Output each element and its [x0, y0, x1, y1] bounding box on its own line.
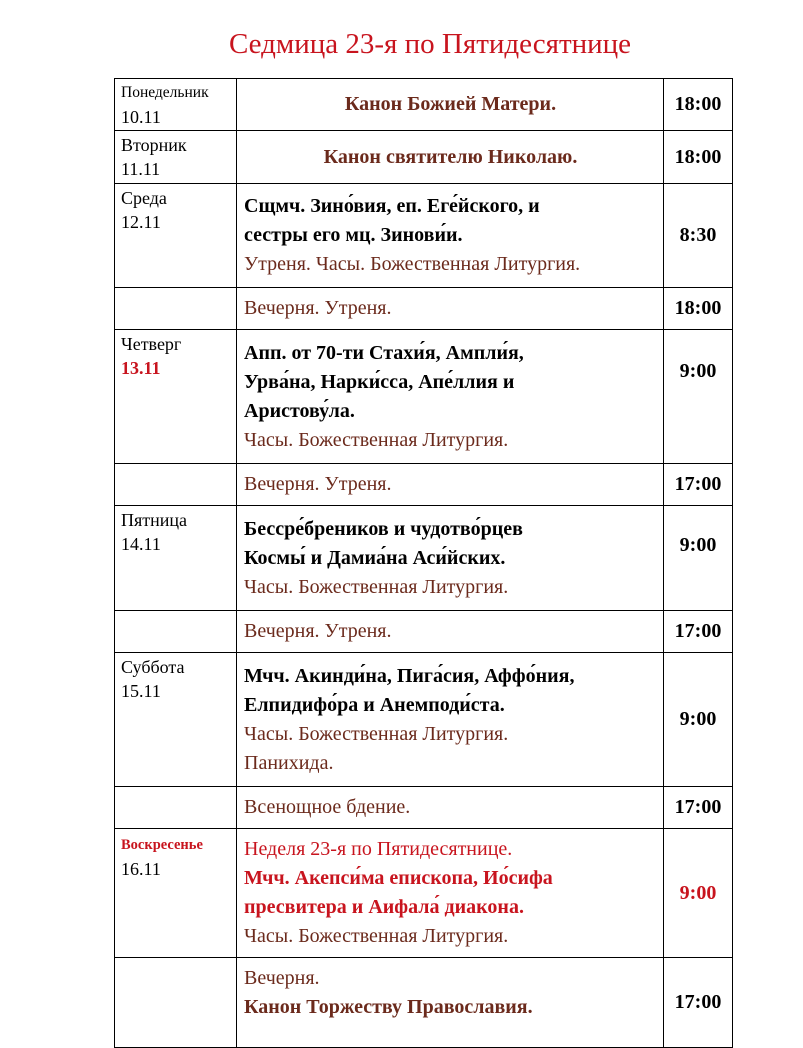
day-cell	[115, 464, 237, 506]
table-row	[115, 653, 733, 787]
service-line: Канон святителю Николаю.	[323, 145, 578, 168]
day-name: Пятница	[121, 510, 188, 530]
time-cell: 9:00	[664, 829, 733, 958]
day-cell	[115, 958, 237, 1048]
day-date: 13.11	[121, 358, 161, 378]
service-line: Утреня. Часы. Божественная Литургия.	[244, 253, 581, 275]
table-row	[115, 79, 733, 131]
service-line: Панихида.	[244, 751, 334, 774]
service-cell	[237, 79, 664, 131]
service-line: Вечерня. Утреня.	[244, 620, 392, 642]
table-row	[115, 787, 733, 829]
day-cell	[115, 653, 237, 787]
service-line: Мчч. Акепси́ма епископа, Ио́сифа	[244, 867, 553, 889]
service-line: Бессре́бреников и чудотво́рцев	[244, 517, 523, 540]
day-name: Суббота	[121, 657, 185, 677]
time-cell: 17:00	[664, 787, 733, 829]
service-line: Часы. Божественная Литургия.	[244, 428, 509, 451]
time-cell: 18:00	[664, 131, 733, 184]
service-line: Канон Торжеству Православия.	[244, 996, 533, 1018]
service-line: Часы. Божественная Литургия.	[244, 722, 509, 745]
day-name: Вторник	[121, 135, 187, 155]
day-date: 16.11	[121, 859, 161, 879]
time-cell: 18:00	[664, 79, 733, 131]
service-cell	[237, 131, 664, 184]
day-date: 12.11	[121, 212, 161, 232]
service-line: Неделя 23-я по Пятидесятнице.	[244, 838, 513, 860]
time-cell: 18:00	[664, 288, 733, 330]
day-name: Четверг	[121, 334, 182, 354]
day-date: 10.11	[121, 107, 161, 127]
day-name: Понедельник	[121, 84, 209, 101]
service-cell	[237, 330, 664, 464]
service-cell	[237, 958, 664, 1048]
day-cell	[115, 787, 237, 829]
service-line: Мчч. Акинди́на, Пига́сия, Аффо́ния,	[244, 664, 575, 687]
table-row	[115, 829, 733, 958]
service-cell	[237, 653, 664, 787]
day-cell	[115, 288, 237, 330]
day-name: Воскресенье	[121, 837, 203, 853]
day-cell	[115, 131, 237, 184]
service-line: сестры его мц. Зинови́и.	[244, 224, 463, 246]
service-cell	[237, 184, 664, 288]
service-line: Апп. от 70-ти Стахи́я, Ампли́я,	[244, 341, 524, 364]
table-row	[115, 958, 733, 1048]
day-cell	[115, 506, 237, 611]
service-line: Всенощное бдение.	[244, 796, 411, 818]
service-line: Часы. Божественная Литургия.	[244, 925, 509, 947]
day-date: 15.11	[121, 681, 161, 701]
service-line: пресвитера и Аифала́ диакона.	[244, 896, 524, 918]
service-line: Аристову́ла.	[244, 399, 355, 422]
time-cell: 17:00	[664, 611, 733, 653]
service-cell	[237, 464, 664, 506]
service-line: Космы́ и Дамиа́на Аси́йских.	[244, 546, 506, 569]
service-cell	[237, 611, 664, 653]
service-line: Сщмч. Зино́вия, еп. Еге́йского, и	[244, 195, 540, 217]
table-row	[115, 131, 733, 184]
service-cell	[237, 288, 664, 330]
time-cell: 9:00	[664, 330, 733, 464]
day-date: 14.11	[121, 534, 161, 554]
table-row	[115, 330, 733, 464]
day-cell	[115, 79, 237, 131]
time-cell: 8:30	[664, 184, 733, 288]
time-cell: 9:00	[664, 653, 733, 787]
service-line: Вечерня. Утреня.	[244, 297, 392, 319]
time-cell: 17:00	[664, 958, 733, 1048]
day-cell	[115, 611, 237, 653]
service-line: Вечерня. Утреня.	[244, 473, 392, 495]
day-cell	[115, 829, 237, 958]
day-name: Среда	[121, 188, 167, 208]
day-cell	[115, 184, 237, 288]
service-line: Урва́на, Нарки́сса, Апе́ллия и	[244, 370, 515, 393]
service-cell	[237, 829, 664, 958]
table-row	[115, 184, 733, 288]
day-date: 11.11	[121, 159, 161, 179]
service-cell	[237, 506, 664, 611]
service-line: Елпидифо́ра и Анемподи́ста.	[244, 693, 505, 716]
table-row	[115, 464, 733, 506]
time-cell: 9:00	[664, 506, 733, 611]
service-line: Часы. Божественная Литургия.	[244, 575, 509, 598]
day-cell	[115, 330, 237, 464]
service-cell	[237, 787, 664, 829]
table-row	[115, 506, 733, 611]
table-row	[115, 611, 733, 653]
table-row	[115, 288, 733, 330]
service-line: Вечерня.	[244, 967, 320, 989]
schedule-table	[114, 78, 733, 1048]
time-cell: 17:00	[664, 464, 733, 506]
service-line: Канон Божией Матери.	[344, 93, 557, 115]
page-title: Седмица 23-я по Пятидесятнице	[228, 28, 632, 60]
